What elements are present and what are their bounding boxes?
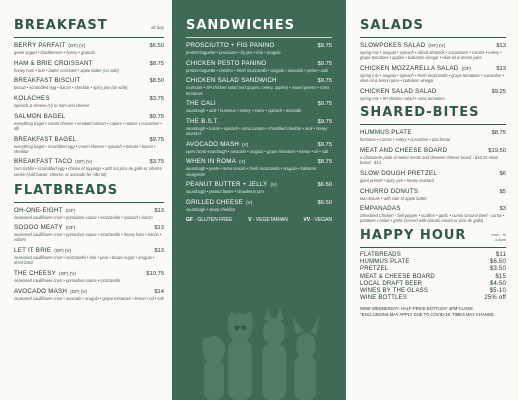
- menu-item-price: $9.75: [317, 78, 332, 85]
- menu-item-description: honey ham • brie • butter croissant • apple butter (on side): [14, 67, 119, 73]
- menu-item: [186, 199, 332, 212]
- menu-item: [186, 42, 332, 55]
- happy-hour-footer: [360, 306, 506, 317]
- menu-item-title: [14, 95, 53, 102]
- menu-item-title: [14, 224, 75, 231]
- menu-item-price: $6.50: [317, 182, 332, 189]
- menu-item-title: [14, 270, 76, 277]
- flatbreads-title: FLATBREADS: [14, 182, 119, 198]
- happy-hour-title: HAPPY HOUR: [360, 228, 467, 244]
- menu-item-title: [186, 141, 248, 148]
- happy-hour-item-name: PRETZEL: [360, 266, 389, 273]
- happy-hour-item-price: $6.50: [489, 259, 506, 266]
- menu-item-price: $3.75: [149, 159, 164, 166]
- menu-item-description: spinach & cheese (V) or ham and cheese: [14, 103, 90, 109]
- menu-item-price: $13: [496, 43, 506, 49]
- menu-item: [14, 136, 164, 154]
- flatbreads-header: [14, 183, 164, 198]
- menu-item-row: [360, 205, 506, 212]
- menu-item-title: [14, 42, 85, 49]
- menu-item-description: spring mix • arugula • spinach • fresh mozzarella • grape tomatoes • cucumber • olive oil & lemon juice • balsamic vinegar: [360, 72, 504, 83]
- menu-item-description: pretzel baguette • prosciutto • fig jam • brie • arugula: [186, 50, 281, 55]
- menu-item-description: spring mix • arugula • spinach • sliced almonds • cucumbers • carrots • celery • grape tomatoes • apples • balsamic vinegar • olive oil & lemon juice: [360, 50, 502, 61]
- menu-item-description: spring mix • SP chicken salad • roma tomatoes: [360, 95, 445, 101]
- menu-item-title: [14, 288, 87, 295]
- menu-item: [186, 141, 332, 154]
- menu-item-name: MEAT AND CHEESE BOARD: [360, 147, 448, 155]
- menu-item-name: CHICKEN MOZZARELLA SALAD: [360, 64, 459, 72]
- divider: [360, 247, 506, 248]
- menu-item-title: [186, 118, 222, 125]
- menu-item-price: $9.75: [317, 43, 332, 49]
- happy-hour-item-name: WINES BY THE GLASS: [360, 288, 429, 294]
- menu-item-row: [14, 42, 164, 49]
- menu-item-name: GRILLED CHEESE: [186, 198, 244, 206]
- menu-item-description: seasoned cauliflower crust • avocado • arugula • grape tomatoes • lemon • oil • salt: [14, 295, 164, 301]
- menu-item: [14, 113, 164, 131]
- menu-item: [186, 181, 332, 194]
- menu-item-tags: (V): [242, 141, 249, 147]
- menu-item-title: [186, 100, 219, 107]
- menu-item-tags: (GF): [65, 207, 76, 213]
- legend-gf: GF - GLUTEN FREE: [186, 216, 233, 223]
- menu-item: [360, 205, 506, 223]
- breakfast-note: all day: [150, 25, 164, 30]
- divider: [360, 37, 506, 38]
- menu-item-name: THE CALI: [186, 100, 216, 108]
- menu-item-price: $6.50: [149, 43, 164, 49]
- menu-item-price: $6.50: [317, 199, 332, 206]
- menu-item-name: HAM & BRIE CROISSANT: [14, 59, 93, 67]
- dog-illustration: [192, 290, 326, 400]
- salads-header: [360, 18, 506, 33]
- menu-item-row: [14, 158, 164, 165]
- menu-item-price: $9.75: [149, 113, 164, 120]
- happy-hour-time: 4-6pm: [494, 237, 506, 243]
- shared-title: SHARED-BITES: [360, 105, 480, 121]
- menu-item-price: $10.75: [146, 270, 164, 277]
- menu-item-price: $13: [154, 225, 164, 232]
- menu-item-description: everything bagel • cream cheese • smoked salmon • capers • onions • cucumber • dill: [14, 120, 162, 131]
- breakfast-list: [14, 42, 164, 177]
- menu-item-tags: (GF) (V): [59, 270, 76, 276]
- menu-item-price: $5: [499, 188, 506, 195]
- menu-item-price: $9.75: [317, 101, 332, 108]
- menu-item-title: [360, 170, 440, 177]
- menu-item-name: CHICKEN SALAD SALAD: [360, 87, 437, 95]
- menu-item-name: HUMMUS PLATE: [360, 129, 412, 137]
- diet-legend: [186, 217, 332, 223]
- menu-item-title: [360, 88, 440, 95]
- wine-wednesday-note: WINE WEDNESDAY: HALF-PRICE BOTTLES* 4PM-CLOSE: [360, 306, 474, 312]
- menu-item-row: [14, 77, 164, 84]
- menu-item-row: [360, 65, 506, 72]
- menu-item-name: CHICKEN SALAD SANDWICH: [186, 77, 277, 85]
- menu-item: [360, 88, 506, 101]
- menu-item-tags: (GF): [461, 65, 471, 71]
- happy-hour-item-price: $4.50: [489, 280, 506, 287]
- happy-hour-item-name: MEAT & CHEESE BOARD: [360, 273, 435, 280]
- menu-item-price: $8.75: [149, 60, 164, 67]
- menu-item: [14, 77, 164, 90]
- divider: [14, 202, 164, 203]
- menu-item-price: $6: [499, 170, 506, 177]
- happy-hour-item-name: WINE BOTTLES: [360, 295, 408, 302]
- menu-item: [186, 118, 332, 136]
- menu-item-name: SLOWPOKES SALAD: [360, 42, 426, 49]
- divider: [186, 37, 332, 38]
- menu-item-price: $13: [154, 248, 164, 255]
- menu-item-name: SOOOO MEATY: [14, 224, 63, 232]
- menu-item: [14, 270, 164, 283]
- menu-item: [14, 95, 164, 108]
- menu-item-title: [360, 205, 404, 212]
- menu-item-title: [14, 158, 92, 165]
- menu-item-row: [14, 136, 164, 143]
- menu-item-row: [14, 270, 164, 277]
- menu-item-tags: (GF) (V): [68, 43, 86, 48]
- menu-item-row: [186, 60, 332, 67]
- happy-hour-list: [360, 252, 506, 301]
- menu-item: [360, 188, 506, 201]
- menu-item-price: $8.75: [491, 130, 506, 137]
- sandwiches-title: SANDWICHES: [186, 18, 295, 33]
- menu-item-description: everything bagel • scrambled egg • cream cheese • spinach • tomato • bacon • cheddar: [14, 143, 156, 154]
- menu-item-description: pretzel baguette • chicken • fresh mozzarella • arugula • avocado • pesto • aioli: [186, 67, 328, 73]
- menu-item-tags: (V): [270, 182, 277, 188]
- menu-item-description: sourdough • sharp cheddar: [186, 206, 236, 212]
- menu-item-name: AVOCADO MASH: [186, 140, 240, 148]
- menu-item-price: $9.25: [491, 88, 506, 95]
- menu-item-name: KOLACHES: [14, 95, 50, 103]
- menu-item-row: [186, 77, 332, 84]
- menu-item-description: sourdough • aioli • hummus • turkey • swiss • spinach • avocado: [186, 108, 302, 114]
- shared-header: [360, 105, 506, 120]
- menu-item-price: $3: [499, 206, 506, 213]
- happy-hour-item-name: FLATBREADS: [360, 252, 401, 259]
- menu-item-row: [186, 42, 332, 49]
- menu-item-row: [186, 141, 332, 148]
- menu-item-row: [14, 224, 164, 231]
- happy-hour-item: [360, 281, 506, 287]
- menu-item-title: [360, 147, 450, 154]
- menu-item-name: BREAKFAST BISCUIT: [14, 77, 81, 85]
- menu-item-tags: (GF) (V): [75, 159, 93, 165]
- happy-hour-item-price: 25% off: [484, 295, 506, 302]
- menu-item-description: two donuts • with side of apple butter: [360, 195, 427, 201]
- menu-item-row: [360, 188, 506, 195]
- salads-list: [360, 42, 506, 101]
- menu-item-tags: (GF) (V): [54, 248, 72, 254]
- breakfast-title: BREAKFAST: [14, 18, 108, 33]
- happy-hour-item-name: LOCAL DRAFT BEER: [360, 280, 423, 287]
- exclusions-note: *EXCLUSIONS MAY APPLY DUE TO COVID-19. TIMES MAY CHANGE.: [360, 311, 495, 317]
- happy-hour-item: [360, 266, 506, 272]
- right-column: [346, 0, 518, 400]
- menu-item-title: [14, 247, 71, 254]
- menu-item: [360, 65, 506, 83]
- divider: [360, 124, 506, 125]
- menu-item-description: seasoned cauliflower crust • pomodoro sauce • mozzarella: [14, 277, 120, 283]
- happy-hour-item-price: $3.50: [489, 266, 506, 273]
- happy-hour-item-price: $11: [495, 252, 506, 259]
- sandwiches-list: [186, 42, 332, 212]
- menu-item: [360, 129, 506, 142]
- menu-item-title: [186, 158, 245, 165]
- menu-item: [14, 288, 164, 301]
- menu-item-title: [186, 77, 280, 84]
- menu-item-description: seasoned cauliflower crust • mozzarella • brie • pear • brown sugar • arugula • dried basil: [14, 255, 155, 266]
- menu-item-description: seasoned cauliflower crust • pomodoro sauce • mozzarella • spinach • bacon: [14, 214, 153, 220]
- happy-hour-item-name: HUMMUS PLATE: [360, 259, 410, 266]
- menu-item-price: $9.75: [149, 136, 164, 143]
- menu-item-row: [186, 181, 332, 188]
- menu-item-name: SALMON BAGEL: [14, 112, 66, 120]
- menu-item-price: $9.75: [317, 60, 332, 67]
- legend-v: V - VEGETARIAN: [248, 216, 288, 223]
- menu-item: [360, 42, 506, 60]
- menu-item-description: sourdough • peanut butter • strawberry jam: [186, 189, 264, 195]
- menu-item-name: THE B.S.T.: [186, 117, 220, 125]
- menu-item-row: [186, 100, 332, 107]
- menu-item-name: BREAKFAST TACO: [14, 158, 73, 166]
- menu-item-tags: (GF): [65, 225, 76, 231]
- happy-hour-item: [360, 252, 506, 258]
- menu-item: [186, 60, 332, 73]
- menu-item-name: THE CHEESY: [14, 269, 57, 277]
- menu-item-tags: (V): [246, 199, 253, 205]
- menu-item: [14, 158, 164, 176]
- menu-item-row: [186, 118, 332, 125]
- menu-item-name: LET IT BRIE: [14, 247, 52, 255]
- menu-item-row: [360, 147, 506, 154]
- menu-item-price: $13: [154, 207, 164, 214]
- happy-hour-days: mon - fri: [491, 232, 506, 238]
- menu-item-name: CHURRO DONUTS: [360, 187, 419, 195]
- menu-item-description: seasoned cauliflower crust • pomodoro sauce • mozzarella • honey ham • bacon • salami: [14, 232, 162, 243]
- menu-item-title: [186, 60, 269, 67]
- menu-item-title: [360, 65, 471, 72]
- menu-item-description: biscuit • scrambled egg • bacon • cheddar • spicy jam (on side): [14, 85, 128, 91]
- middle-column: [172, 0, 346, 400]
- menu-item-name: EMPANADAS: [360, 205, 401, 213]
- menu-item-name: CHICKEN PESTO PANINO: [186, 59, 267, 67]
- shared-list: [360, 129, 506, 223]
- menu-item-row: [360, 170, 506, 177]
- menu-item-title: [360, 129, 415, 136]
- happy-hour-note: [491, 233, 506, 243]
- divider: [14, 37, 164, 38]
- menu-item-row: [186, 158, 332, 165]
- menu-item-row: [14, 207, 164, 214]
- menu-item-price: $13: [496, 65, 506, 72]
- menu-item-name: SLOW DOUGH PRETZEL: [360, 169, 438, 177]
- menu-item-title: [186, 199, 252, 206]
- menu-item-row: [360, 129, 506, 136]
- menu-item: [186, 100, 332, 113]
- happy-hour-item: [360, 295, 506, 301]
- menu-item-price: $3.75: [149, 96, 164, 103]
- menu-item-row: [14, 247, 164, 254]
- menu-item-row: [186, 199, 332, 206]
- menu-item-row: [360, 42, 506, 49]
- legend-vv: VV - VEGAN: [303, 216, 332, 223]
- menu-item-row: [360, 88, 506, 95]
- menu-item-title: [14, 60, 96, 67]
- menu-item: [186, 158, 332, 176]
- menu-item-title: [360, 42, 445, 49]
- menu-item-row: [14, 60, 164, 67]
- menu-item-description: sourdough • pesto • roma tomato • fresh mozzarella • arugula • balsamic vinaigrette: [186, 166, 317, 177]
- menu-item-description: open faced sourdough • avocado • arugula • grape tomatoes • lemon • oil • salt: [186, 148, 329, 154]
- salads-title: SALADS: [360, 18, 424, 33]
- menu-item-price: $9.75: [317, 141, 332, 148]
- menu-item-name: OH-ONE-EIGHT: [14, 206, 63, 214]
- menu-item-tags: (V): [239, 159, 246, 165]
- menu-item-title: [14, 113, 69, 120]
- menu-item: [14, 224, 164, 242]
- flatbreads-list: [14, 207, 164, 301]
- menu-item: [14, 247, 164, 265]
- sandwiches-header: [186, 18, 332, 33]
- menu-item-price: $9.75: [317, 118, 332, 125]
- happy-hour-item-price: $5-10: [489, 288, 506, 294]
- menu-item-name: BREAKFAST BAGEL: [14, 135, 77, 143]
- menu-item-name: PROSCIUTTO + FIG PANINO: [186, 42, 275, 49]
- menu-item-title: [186, 181, 277, 188]
- menu-item-title: [360, 188, 421, 195]
- menu-item-title: [14, 136, 79, 143]
- menu-item-tags: (GF) (V): [428, 43, 446, 48]
- menu-item-title: [14, 207, 75, 214]
- menu-item-name: BERRY PARFAIT: [14, 42, 66, 49]
- menu-item-tags: (GF) (V): [70, 288, 87, 294]
- menu-item: [14, 42, 164, 55]
- menu-item-row: [14, 288, 164, 295]
- happy-hour-item: [360, 288, 506, 294]
- menu-item-description: a chacuterie plate of select meats and cheeses cheese board - $16.25 meat board - $14: [360, 155, 498, 166]
- menu-item-name: PEANUT BUTTER + JELLY: [186, 181, 268, 189]
- menu-item-price: $19.50: [488, 148, 506, 155]
- menu-item-description: Shredded Chicken - bell pepper • scallion • garlic • cumin Ground Beef - carrot • potatoes • onion • garlic (served with cilantro cream or pico de gallo): [360, 213, 505, 224]
- menu-item-description: greek yogurt • blackberries • honey • granola: [14, 50, 95, 55]
- happy-hour-item-price: $15: [495, 273, 506, 280]
- menu-item-row: [14, 95, 164, 102]
- menu-item-price: $14: [154, 288, 164, 295]
- menu-item-name: AVOCADO MASH: [14, 287, 68, 295]
- menu-item-name: WHEN IN ROMA: [186, 158, 237, 166]
- left-column: [0, 0, 172, 400]
- breakfast-header: [14, 18, 164, 33]
- happy-hour-header: [360, 228, 506, 243]
- menu-item-title: [186, 42, 278, 49]
- menu-item-price: $8.50: [149, 78, 164, 85]
- menu-item-price: $8.75: [317, 159, 332, 166]
- menu-item-description: hummus • carrots • celery • cucumber • pita bread: [360, 137, 451, 143]
- menu-item: [14, 60, 164, 73]
- menu-item-description: sourdough • bacon • spinach • roma tomato • shredded cheddar • aioli • honey mustard: [186, 125, 328, 137]
- happy-hour-item: [360, 274, 506, 280]
- menu-item: [186, 77, 332, 95]
- menu-item: [360, 147, 506, 165]
- menu-item-description: croissant • SP chicken salad (red grapes, celery, apples) • mixed greens • roma tomatoes: [186, 85, 330, 96]
- menu-item: [360, 170, 506, 183]
- menu-item-description: giant pretzel • spicy jam • honey mustard: [360, 177, 434, 183]
- happy-hour-item: [360, 259, 506, 265]
- menu-item: [14, 207, 164, 220]
- menu-item-row: [14, 113, 164, 120]
- menu-item-description: corn tortilla • scrambled egg • choice of toppings • add 1/4 pico de gallo or cilantro cream (Add bacon, cheese, or avocado for +$0.50): [14, 166, 162, 177]
- menu-item-title: [14, 77, 84, 84]
